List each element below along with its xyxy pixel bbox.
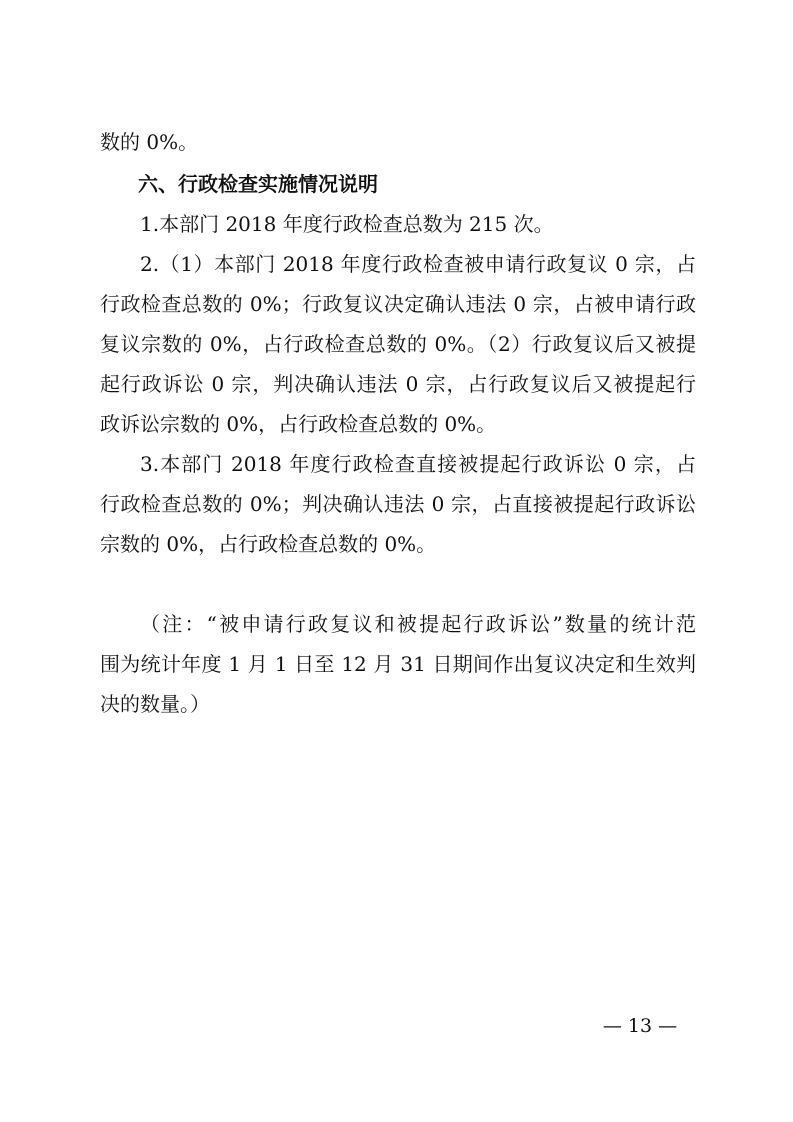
paragraph-3-line: 宗数的 0%，占行政检查总数的 0%。 [100, 532, 437, 556]
paragraph-2-line: 政诉讼宗数的 0%，占行政检查总数的 0%。 [100, 412, 497, 436]
note-line: 围为统计年度 1 月 1 日至 12 月 31 日期间作出复议决定和生效判 [100, 652, 696, 676]
paragraph-3-line: 行政检查总数的 0%；判决确认违法 0 宗，占直接被提起行政诉讼 [100, 492, 696, 516]
paragraph-2-line: 2.（1）本部门 2018 年度行政检查被申请行政复议 0 宗，占 [140, 252, 696, 276]
paragraph-1-line: 1.本部门 2018 年度行政检查总数为 215 次。 [140, 212, 554, 236]
paragraph-2-line: 行政检查总数的 0%；行政复议决定确认违法 0 宗，占被申请行政 [100, 292, 696, 316]
section-heading: 六、行政检查实施情况说明 [138, 172, 378, 196]
paragraph-2-line: 复议宗数的 0%，占行政检查总数的 0%。（2）行政复议后又被提 [100, 332, 696, 356]
body-text-line: 数的 0%。 [100, 130, 199, 154]
paragraph-2-line: 起行政诉讼 0 宗，判决确认违法 0 宗，占行政复议后又被提起行 [100, 372, 696, 396]
page-number: — 13 — [602, 1015, 678, 1037]
note-line: 决的数量。） [100, 692, 210, 716]
paragraph-3-line: 3.本部门 2018 年度行政检查直接被提起行政诉讼 0 宗，占 [140, 452, 696, 476]
note-line: （注：“被申请行政复议和被提起行政诉讼”数量的统计范 [140, 612, 696, 636]
